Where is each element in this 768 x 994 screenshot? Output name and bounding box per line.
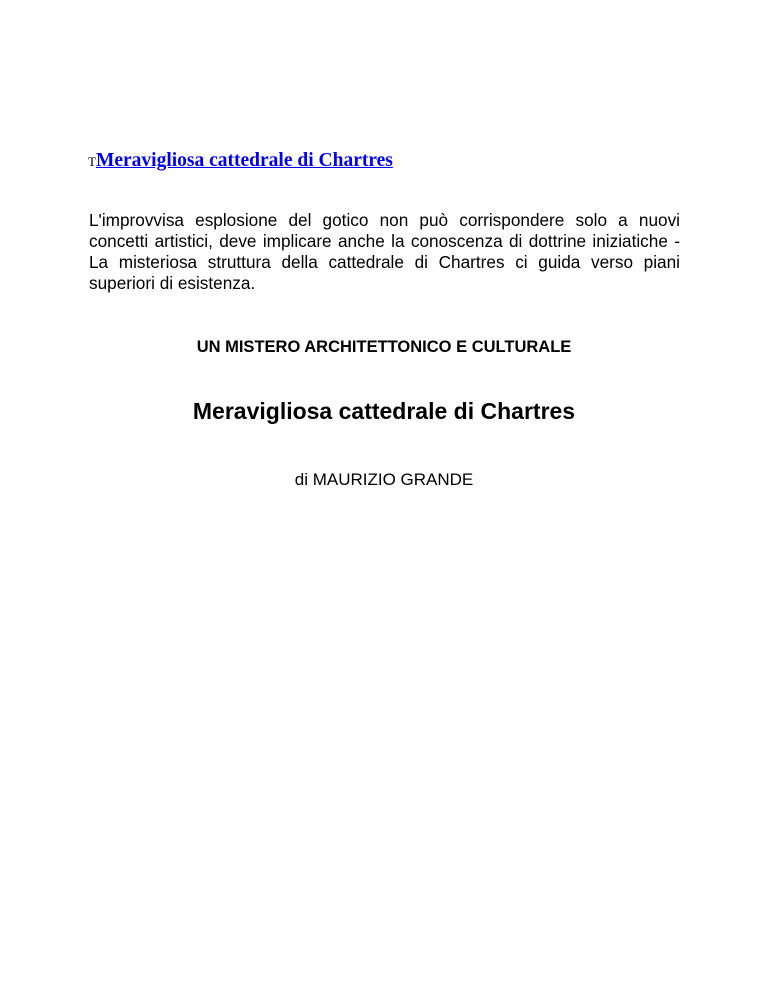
section-kicker: UN MISTERO ARCHITETTONICO E CULTURALE (196, 338, 572, 356)
header-title-line (88, 150, 393, 172)
author-byline: di MAURIZIO GRANDE (294, 470, 474, 489)
article-title-link[interactable]: Meravigliosa cattedrale di Chartres (95, 150, 393, 171)
article-title: Meravigliosa cattedrale di Chartres (192, 398, 576, 424)
lead-paragraph: L'improvvisa esplosione del gotico non può corrispondere solo a nuovi concetti artistici, deve implicare anche la conoscenza di dottrine iniziatiche - La misteriosa struttura della cattedrale di Chartres ci guida verso piani superiori di esistenza. (89, 210, 680, 293)
title-prefix: T (88, 154, 96, 169)
